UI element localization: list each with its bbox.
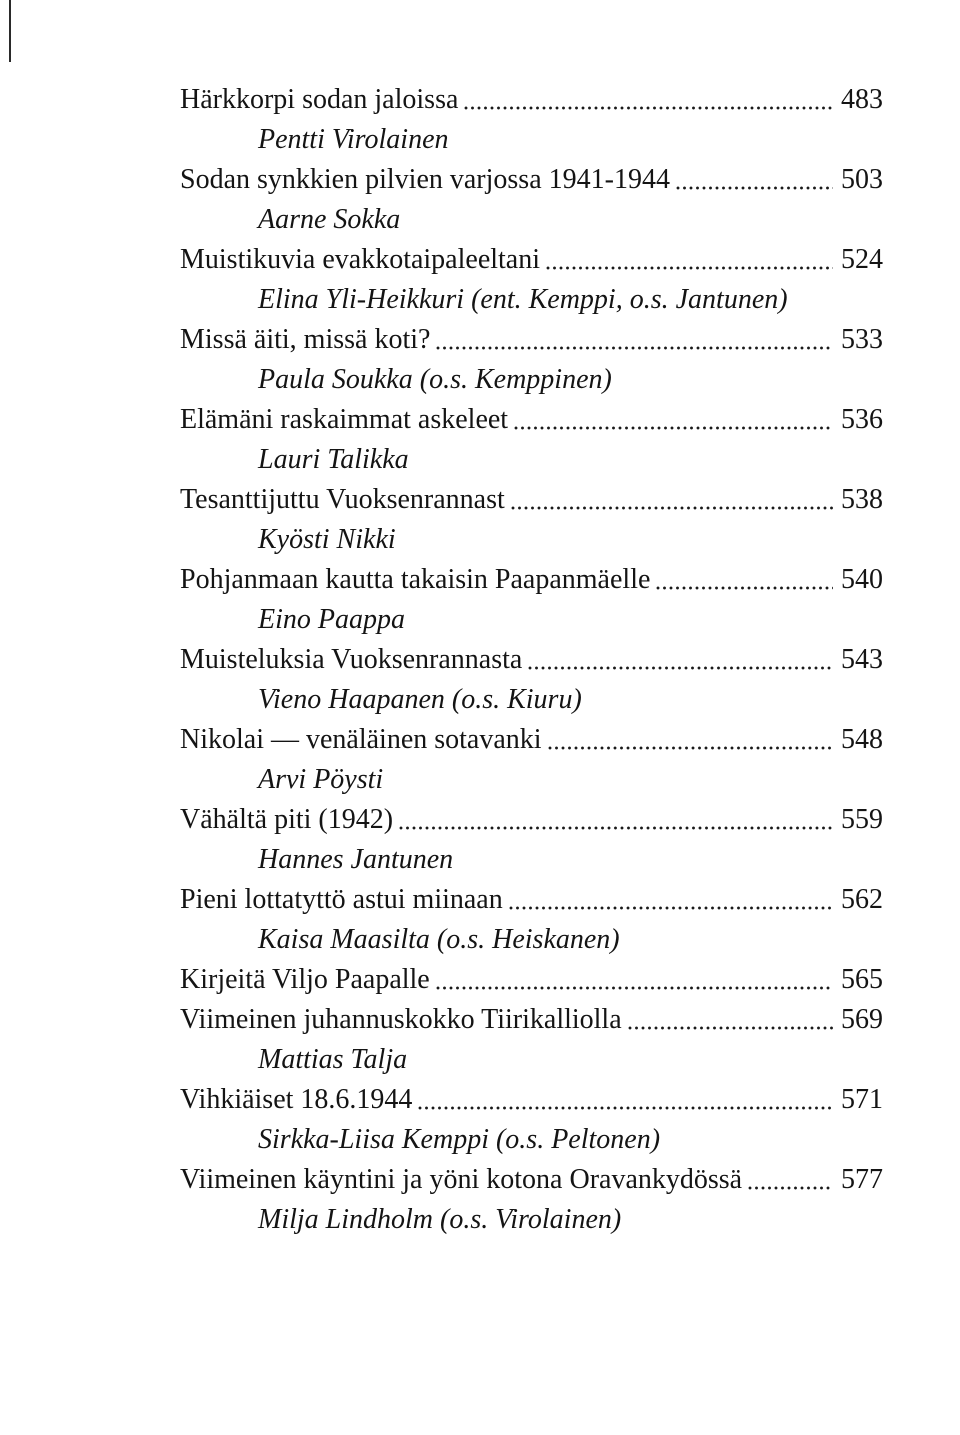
- entry-title: Vihkiäiset 18.6.1944: [180, 1084, 413, 1115]
- page-number: 569: [841, 1004, 883, 1035]
- entry-title: Elämäni raskaimmat askeleet: [180, 404, 509, 435]
- dot-leader: [435, 320, 833, 360]
- entry-author: Milja Lindholm (o.s. Virolainen): [258, 1204, 622, 1235]
- entry-title: Vähältä piti (1942): [180, 804, 394, 835]
- dot-leader: [417, 1080, 833, 1120]
- entry-author: Hannes Jantunen: [258, 844, 454, 875]
- entry-author: Eino Paappa: [258, 604, 405, 635]
- entry-author: Mattias Talja: [258, 1044, 408, 1075]
- dot-leader: [655, 560, 833, 600]
- dot-leader: [627, 1000, 833, 1040]
- entry-title: Pieni lottatyttö astui miinaan: [180, 884, 503, 915]
- entry-author: Kyösti Nikki: [258, 524, 396, 555]
- dot-leader: [508, 880, 833, 920]
- page-number: 503: [841, 164, 883, 195]
- dot-leader: [398, 800, 833, 840]
- page-number: 540: [841, 564, 883, 595]
- page-number: 533: [841, 324, 883, 355]
- toc-entry: [180, 240, 883, 280]
- entry-title: Härkkorpi sodan jaloissa: [180, 84, 459, 115]
- toc-entry: [180, 160, 883, 200]
- dot-leader: [513, 400, 833, 440]
- toc-entry: [180, 960, 883, 1000]
- scan-edge-line: [9, 0, 11, 62]
- page-number: 559: [841, 804, 883, 835]
- toc-entry: [180, 800, 883, 840]
- page-number: 536: [841, 404, 883, 435]
- page-number: 538: [841, 484, 883, 515]
- dot-leader: [435, 960, 833, 1000]
- toc-entry: [180, 640, 883, 680]
- entry-title: Missä äiti, missä koti?: [180, 324, 431, 355]
- table-of-contents: [180, 80, 883, 1240]
- entry-title: Kirjeitä Viljo Paapalle: [180, 964, 430, 995]
- page-number: 571: [841, 1084, 883, 1115]
- dot-leader: [463, 80, 833, 120]
- toc-entry: [180, 880, 883, 920]
- page-number: 577: [841, 1164, 883, 1195]
- page-number: 548: [841, 724, 883, 755]
- toc-entry: [180, 560, 883, 600]
- entry-title: Tesanttijuttu Vuoksenrannast: [180, 484, 505, 515]
- entry-title: Viimeinen juhannuskokko Tiirikalliolla: [180, 1004, 622, 1035]
- page-number: 543: [841, 644, 883, 675]
- entry-title: Muisteluksia Vuoksenrannasta: [180, 644, 523, 675]
- entry-author: Arvi Pöysti: [258, 764, 384, 795]
- entry-author: Pentti Virolainen: [258, 124, 449, 155]
- entry-title: Nikolai — venäläinen sotavanki: [180, 724, 542, 755]
- toc-entry: [180, 1160, 883, 1200]
- page-number: 562: [841, 884, 883, 915]
- toc-entry: [180, 1080, 883, 1120]
- toc-entry: [180, 400, 883, 440]
- entry-author: Lauri Talikka: [258, 444, 409, 475]
- dot-leader: [747, 1160, 833, 1200]
- entry-title: Pohjanmaan kautta takaisin Paapanmäelle: [180, 564, 651, 595]
- toc-entry: [180, 1000, 883, 1040]
- toc-entry: [180, 720, 883, 760]
- dot-leader: [510, 480, 833, 520]
- entry-author: Vieno Haapanen (o.s. Kiuru): [258, 684, 582, 715]
- toc-entry: [180, 80, 883, 120]
- dot-leader: [547, 720, 833, 760]
- page-number: 565: [841, 964, 883, 995]
- entry-author: Sirkka-Liisa Kemppi (o.s. Peltonen): [258, 1124, 661, 1155]
- page-number: 483: [841, 84, 883, 115]
- entry-title: Viimeinen käyntini ja yöni kotona Oravankydössä: [180, 1164, 743, 1195]
- dot-leader: [675, 160, 833, 200]
- toc-entry: [180, 320, 883, 360]
- toc-entry: [180, 480, 883, 520]
- entry-author: Aarne Sokka: [258, 204, 401, 235]
- page-number: 524: [841, 244, 883, 275]
- entry-title: Sodan synkkien pilvien varjossa 1941-1944: [180, 164, 670, 195]
- entry-title: Muistikuvia evakkotaipaleeltani: [180, 244, 541, 275]
- dot-leader: [527, 640, 833, 680]
- entry-author: Elina Yli-Heikkuri (ent. Kemppi, o.s. Jantunen): [258, 284, 788, 315]
- entry-author: Paula Soukka (o.s. Kemppinen): [258, 364, 612, 395]
- entry-author: Kaisa Maasilta (o.s. Heiskanen): [258, 924, 620, 955]
- dot-leader: [545, 240, 833, 280]
